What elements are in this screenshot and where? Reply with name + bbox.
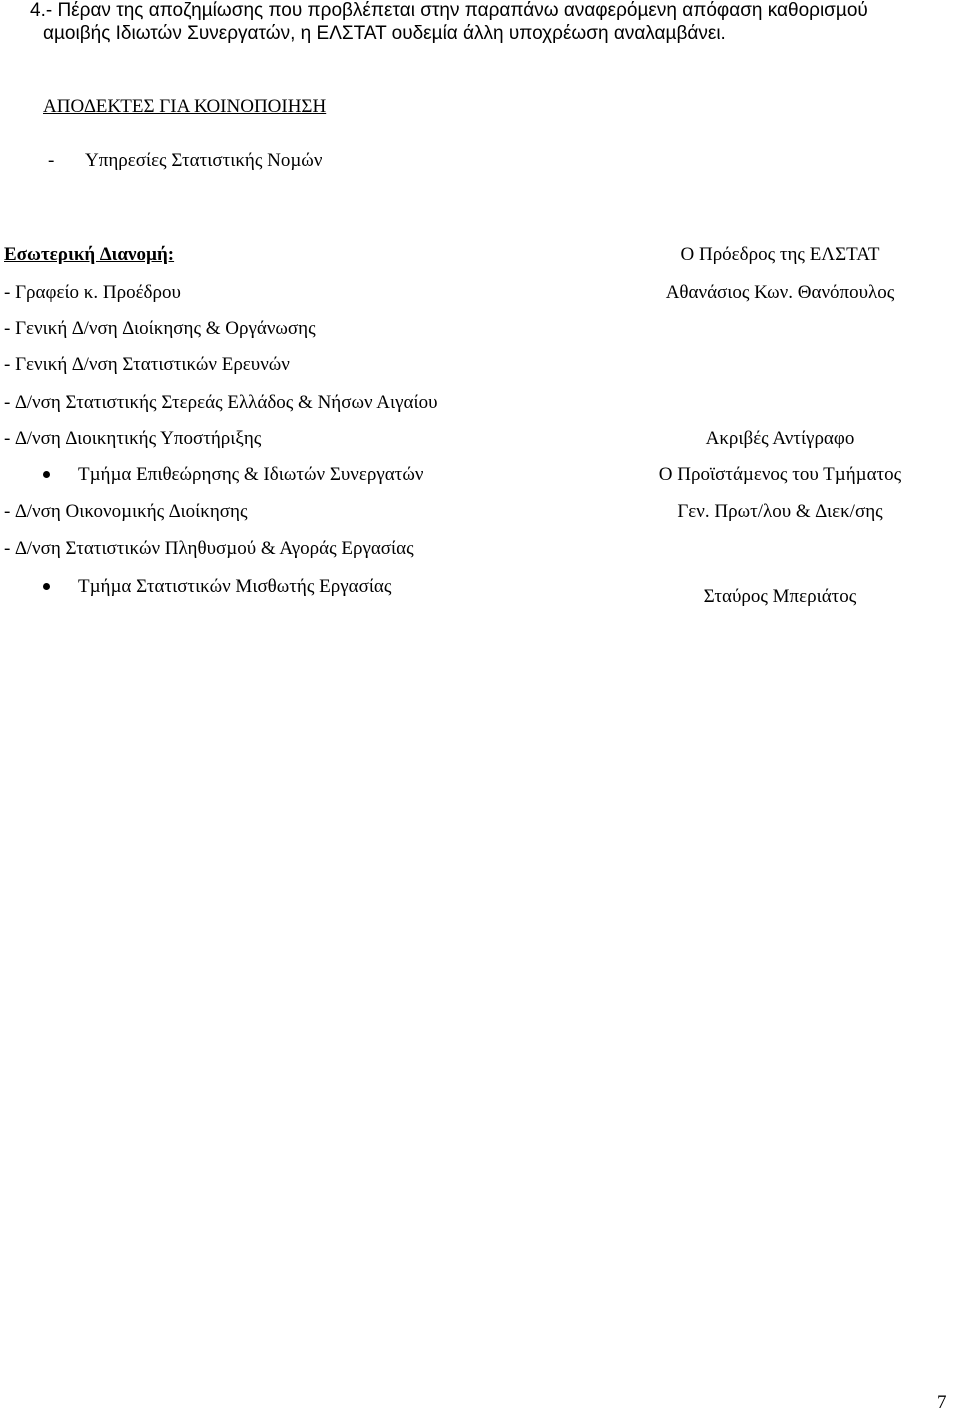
internal-item-6: - ∆/νση Οικονοµικής ∆ιοίκησης	[4, 501, 248, 522]
president-title: Ο Πρόεδρος της ΕΛΣΤΑΤ	[680, 244, 880, 265]
head-department: Γεν. Πρωτ/λου & ∆ιεκ/σης	[677, 501, 883, 522]
bullet-icon	[43, 471, 50, 478]
internal-item-1: - Γραφείο κ. Προέδρου	[4, 282, 181, 303]
bullet-icon	[43, 583, 50, 590]
paragraph-line-1: 4.- Πέραν της αποζηµίωσης που προβλέπεται στην παραπάνω αναφερόµενη απόφαση καθορισµού	[30, 0, 868, 21]
recipients-heading: ΑΠΟ∆ΕΚΤΕΣ ΓΙΑ ΚΟΙΝΟΠΟΙΗΣΗ	[43, 96, 327, 117]
page-number: 7	[937, 1392, 947, 1413]
certified-copy-label: Ακριβές Αντίγραφο	[705, 428, 855, 449]
recipients-item-1: Υπηρεσίες Στατιστικής Νοµών	[85, 150, 323, 171]
internal-distribution-heading: Εσωτερική ∆ιανοµή:	[4, 244, 175, 265]
internal-item-3: - Γενική ∆/νση Στατιστικών Ερευνών	[4, 354, 290, 375]
internal-subitem-2: Τµήµα Στατιστικών Μισθωτής Εργασίας	[78, 576, 392, 597]
head-name: Σταύρος Μπεριάτος	[703, 586, 857, 607]
head-title: Ο Προϊστάµενος του Τµήµατος	[658, 464, 902, 485]
internal-subitem-1: Τµήµα Επιθεώρησης & Ιδιωτών Συνεργατών	[78, 464, 424, 485]
internal-item-2: - Γενική ∆/νση ∆ιοίκησης & Οργάνωσης	[4, 318, 316, 339]
recipients-dash: -	[48, 150, 55, 171]
president-name: Αθανάσιος Κων. Θανόπουλος	[665, 282, 895, 303]
paragraph-line-2: αµοιβής Ιδιωτών Συνεργατών, η ΕΛΣΤΑΤ ουδεµία άλλη υποχρέωση αναλαµβάνει.	[43, 23, 726, 44]
internal-item-5: - ∆/νση ∆ιοικητικής Υποστήριξης	[4, 428, 262, 449]
internal-item-4: - ∆/νση Στατιστικής Στερεάς Ελλάδος & Νήσων Αιγαίου	[4, 392, 438, 413]
internal-item-7: - ∆/νση Στατιστικών Πληθυσµού & Αγοράς Εργασίας	[4, 538, 414, 559]
